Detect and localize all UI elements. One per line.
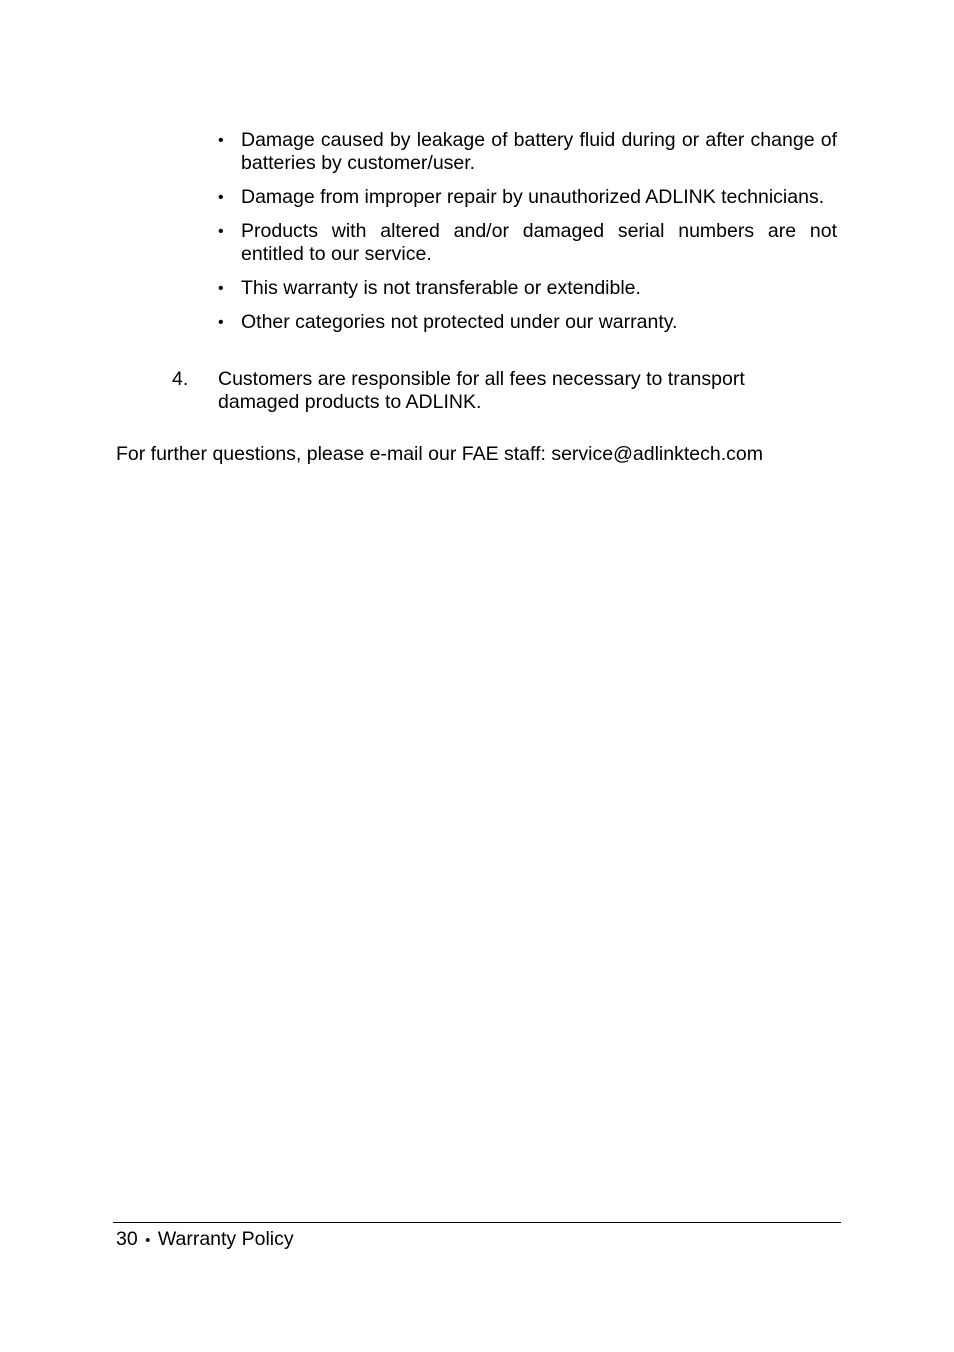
- bullet-icon: •: [218, 132, 224, 149]
- page-footer: [116, 1227, 294, 1253]
- warranty-exclusions-list: [218, 129, 837, 345]
- list-item-text: Damage caused by leakage of battery fluid during or after change of batteries by customer/user.: [241, 129, 837, 174]
- list-item: [218, 220, 837, 266]
- list-item: [218, 186, 837, 209]
- list-item: [218, 277, 837, 300]
- section-title: Warranty Policy: [157, 1228, 294, 1250]
- item-text: Customers are responsible for all fees necessary to transport damaged products to ADLINK.: [218, 368, 745, 413]
- item-number: 4.: [172, 368, 189, 390]
- contact-paragraph: For further questions, please e-mail our FAE staff: service@adlinktech.com: [116, 443, 763, 465]
- numbered-item-4: [172, 368, 812, 414]
- list-item-text: This warranty is not transferable or extendible.: [241, 277, 641, 299]
- footer-divider: [113, 1222, 841, 1223]
- list-item-text: Products with altered and/or damaged serial numbers are not entitled to our service.: [241, 220, 837, 265]
- list-item-text: Other categories not protected under our warranty.: [241, 311, 678, 333]
- list-item: [218, 311, 837, 334]
- separator-dot-icon: •: [145, 1232, 151, 1249]
- list-item: [218, 129, 837, 175]
- bullet-icon: •: [218, 314, 224, 331]
- bullet-icon: •: [218, 280, 224, 297]
- page-number: 30: [116, 1228, 138, 1250]
- list-item-text: Damage from improper repair by unauthorized ADLINK technicians.: [241, 186, 825, 208]
- bullet-icon: •: [218, 223, 224, 240]
- bullet-icon: •: [218, 189, 224, 206]
